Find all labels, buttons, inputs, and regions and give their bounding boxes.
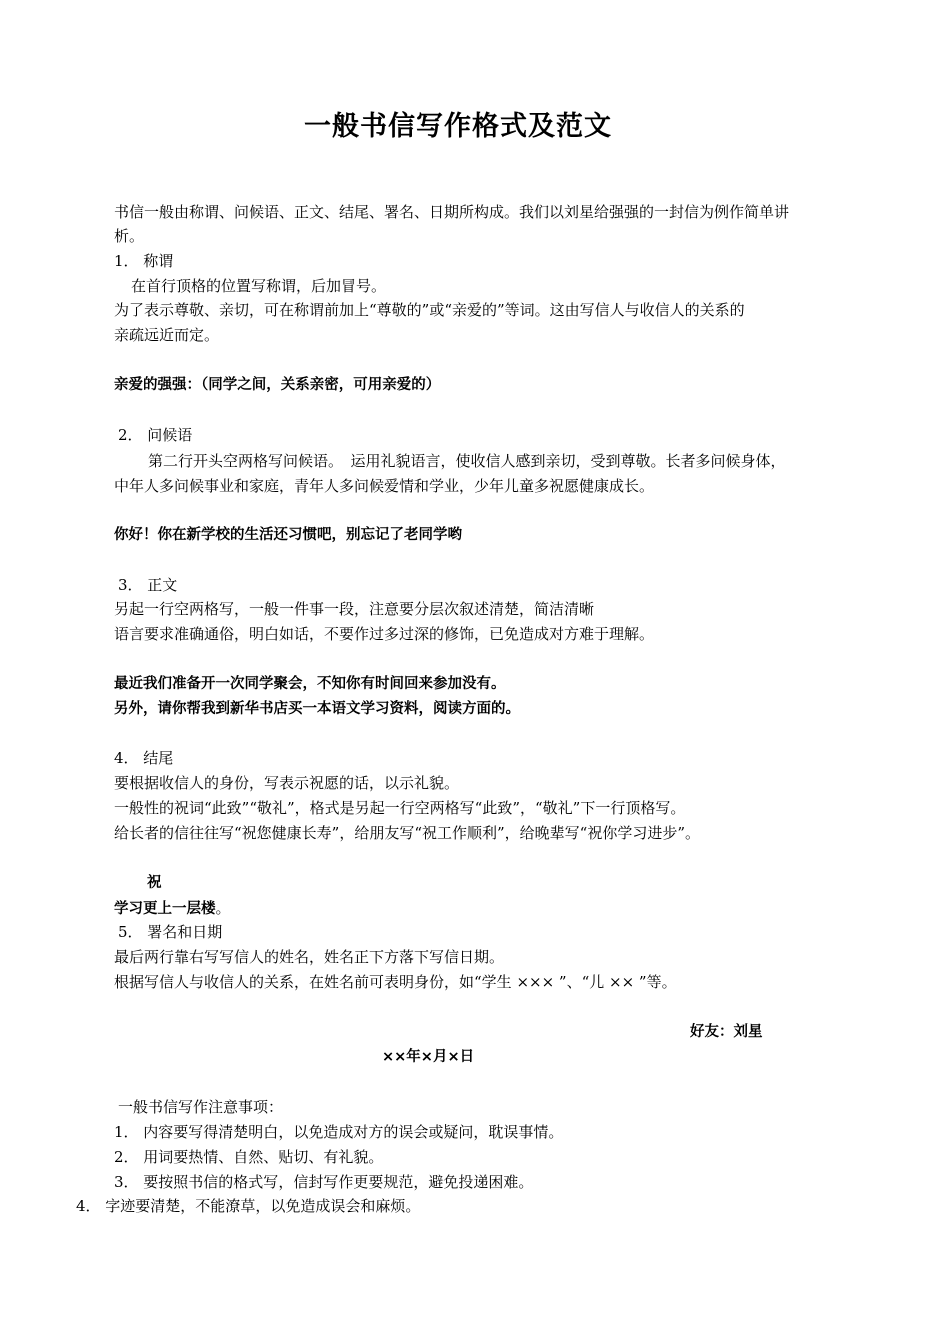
example-closing-wish: 祝 (147, 875, 162, 891)
page-title: 一般书信写作格式及范文 (304, 111, 612, 142)
paragraph-line: 第二行开头空两格写问候语。 运用礼貌语言，使收信人感到亲切，受到尊敬。长者多问候身体， (148, 452, 786, 470)
notes-item: 3． 要按照书信的格式写，信封写作更要规范，避免投递困难。 (114, 1173, 534, 1191)
section-heading-greeting: 2． 问候语 (118, 426, 193, 444)
paragraph-line: 给长者的信往往写“祝您健康长寿”，给朋友写“祝工作顺利”，给晚辈写“祝你学习进步”。 (114, 824, 701, 842)
paragraph-line: 在首行顶格的位置写称谓，后加冒号。 (131, 277, 387, 295)
example-greeting: 你好！你在新学校的生活还习惯吧，别忘记了老同学哟 (114, 527, 462, 543)
example-signature: 好友：刘星 (690, 1024, 763, 1040)
paragraph-line: 另起一行空两格写，一般一件事一段，注意要分层次叙述清楚，简洁清晰 (114, 600, 595, 618)
section-heading-salutation: 1． 称谓 (114, 252, 174, 270)
example-closing-text: 学习更上一层楼 (114, 901, 216, 917)
example-body-line: 最近我们准备开一次同学聚会，不知你有时间回来参加没有。 (114, 676, 506, 692)
paragraph-line: 根据写信人与收信人的关系，在姓名前可表明身份，如“学生 ××× ”、“儿 ×× ”等。 (114, 973, 677, 991)
example-body-line: 另外，请你帮我到新华书店买一本语文学习资料，阅读方面的。 (114, 701, 520, 717)
notes-heading: 一般书信写作注意事项： (118, 1098, 284, 1116)
section-heading-signature: 5． 署名和日期 (118, 923, 223, 941)
example-closing-line (114, 896, 231, 921)
intro-line: 析。 (114, 227, 145, 245)
paragraph-line: 要根据收信人的身份，写表示祝愿的话，以示礼貌。 (114, 774, 460, 792)
example-salutation: 亲爱的强强：（同学之间，关系亲密，可用亲爱的） (114, 377, 441, 393)
paragraph-line: 语言要求准确通俗，明白如话，不要作过多过深的修饰，已免造成对方难于理解。 (114, 625, 655, 643)
notes-item: 4． 字迹要清楚，不能潦草，以免造成误会和麻烦。 (76, 1197, 421, 1215)
notes-item: 2． 用词要热情、自然、贴切、有礼貌。 (114, 1148, 384, 1166)
section-heading-closing: 4． 结尾 (114, 749, 174, 767)
example-closing-punct: 。 (215, 899, 231, 917)
paragraph-line: 最后两行靠右写写信人的姓名，姓名正下方落下写信日期。 (114, 948, 505, 966)
notes-item: 1． 内容要写得清楚明白，以免造成对方的误会或疑问，耽误事情。 (114, 1123, 564, 1141)
paragraph-line: 亲疏远近而定。 (114, 326, 220, 344)
paragraph-line: 一般性的祝词“此致”“敬礼”，格式是另起一行空两格写“此致”，“敬礼”下一行顶格写。 (114, 799, 686, 817)
paragraph-line: 中年人多问候事业和家庭，青年人多问候爱情和学业，少年儿童多祝愿健康成长。 (114, 477, 655, 495)
paragraph-line: 为了表示尊敬、亲切，可在称谓前加上“尊敬的”或“亲爱的”等词。这由写信人与收信人的关系的 (114, 301, 745, 319)
intro-line: 书信一般由称谓、问候语、正文、结尾、署名、日期所构成。我们以刘星给强强的一封信为例作简单讲 (114, 203, 790, 221)
example-date: ××年×月×日 (382, 1049, 475, 1065)
section-heading-body: 3． 正文 (118, 576, 178, 594)
